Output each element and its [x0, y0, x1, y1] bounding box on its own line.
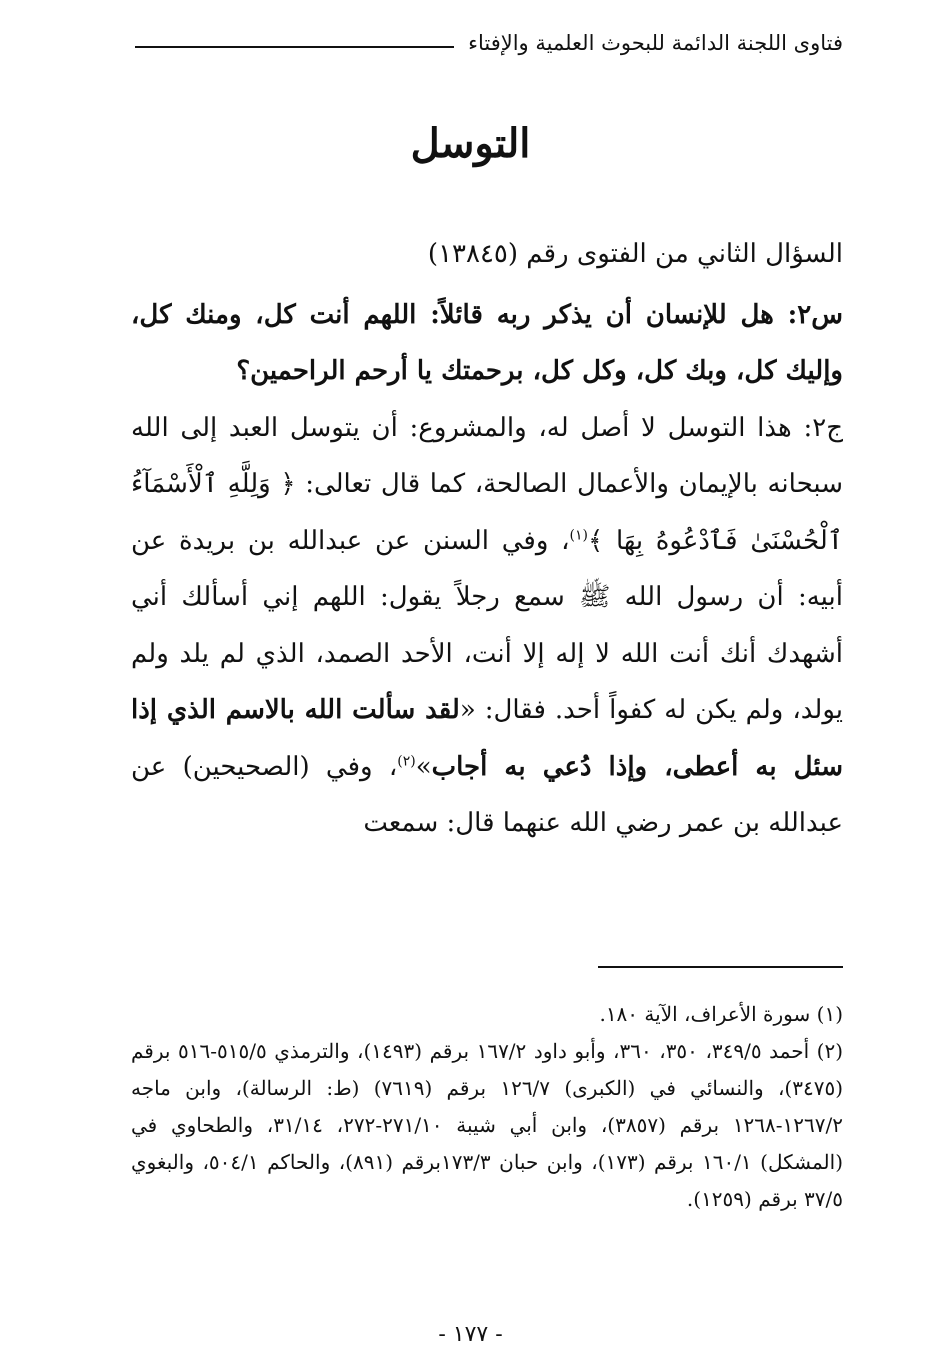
footnote-1: (١) سورة الأعراف، الآية ١٨٠.: [599, 1002, 843, 1026]
running-header: [135, 18, 843, 54]
hadith-quote: لقد سألت الله بالاسم الذي إذا سئل به أعطى، وإذا دُعي به أجاب: [131, 695, 843, 782]
page-number: - ١٧٧ -: [438, 1322, 503, 1347]
question-paragraph: س٢: هل للإنسان أن يذكر ربه قائلاً: اللهم أنت كل، ومنك كل، وإليك كل، وبك كل، وكل كل، برحمتك يا أرحم الراحمين؟: [131, 299, 843, 386]
section-title: التوسل: [410, 120, 531, 167]
header-rule: [135, 46, 454, 48]
footnote-ref-1[interactable]: (١): [569, 526, 588, 543]
answer-text-1: ج٢: هذا التوسل لا أصل له، والمشروع: أن يتوسل العبد إلى الله سبحانه بالإيمان والأعمال الصالحة، كما قال تعالى:: [131, 412, 844, 499]
footnote-2: (٢) أحمد ٣٤٩/٥، ٣٥٠، ٣٦٠، وأبو داود ١٦٧/٢ برقم (١٤٩٣)، والترمذي ٥١٥/٥-٥١٦ برقم (٣٤٧٥)، والنسائي في (الكبرى) ١٢٦/٧ برقم (٧٦١٩) (ط: الرسالة)، وابن ماجه ١٢٦٧/٢-١٢٦٨ برقم (٣٨٥٧)، وابن أبي شيبة ٢٧١/١٠-٢٧٢، ٣١/١٤، والطحاوي في (المشكل) ١٦٠/١ برقم (١٧٣)، وابن حبان ١٧٣/٣برقم (٨٩١)، والحاكم ٥٠٤/١، والبغوي ٣٧/٥ برقم (١٢٥٩).: [131, 1039, 844, 1211]
running-title: فتاوى اللجنة الدائمة للبحوث العلمية والإفتاء: [468, 31, 843, 55]
answer-text-3: »: [415, 751, 432, 782]
quran-verse: ﴿ وَلِلَّهِ ٱلْأَسْمَآءُ ٱلْحُسْنَىٰ فَٱدْعُوهُ بِهَا ﴾: [131, 469, 843, 556]
answer-text-4: ، وفي (الصحيحين) عن عبدالله بن عمر رضي الله عنهما قال: سمعت: [131, 751, 843, 838]
footnote-ref-2[interactable]: (٢): [397, 752, 416, 769]
footnotes: [131, 996, 843, 1218]
answer-text-2: ، وفي السنن عن عبدالله بن بريدة عن أبيه: أن رسول الله ﷺ سمع رجلاً يقول: اللهم إني أسألك أني أشهدك أنك أنت الله لا إله إلا أنت، الأحد الصمد، الذي لم يلد ولم يولد، ولم يكن له كفواً أحد. فقال: «: [131, 525, 843, 725]
answer-paragraph: [131, 400, 843, 852]
footnote-separator: [598, 966, 843, 968]
fatwa-reference: السؤال الثاني من الفتوى رقم (١٣٨٤٥): [427, 239, 843, 269]
body-text: [131, 226, 843, 852]
